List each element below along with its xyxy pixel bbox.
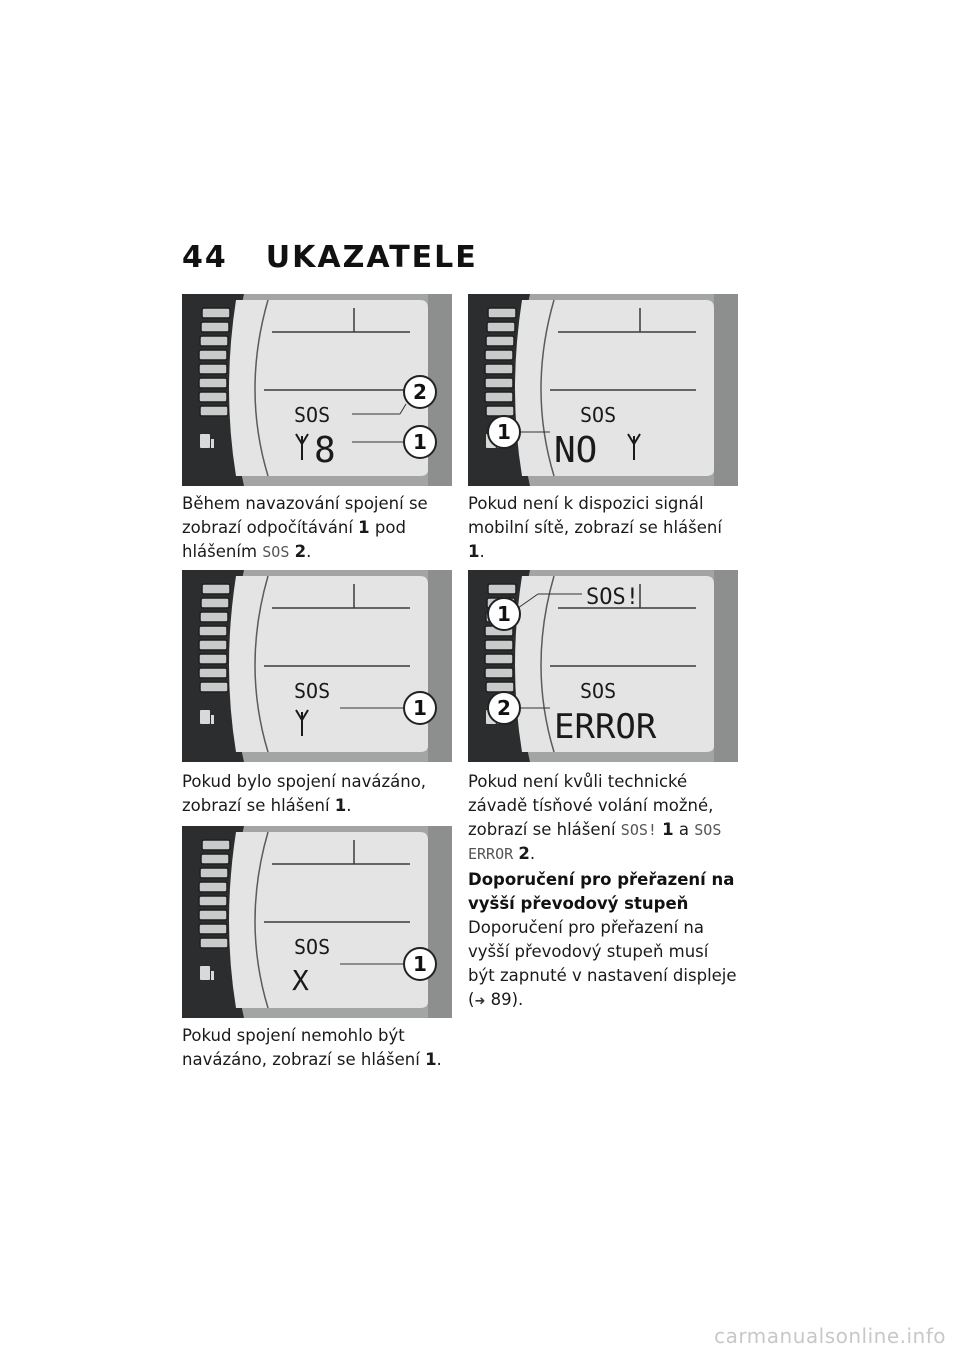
lcd-figure-countdown — [182, 294, 452, 486]
page-header — [182, 240, 478, 275]
section-heading: Doporučení pro přeřazení na vyšší převodový stupeň — [468, 870, 735, 913]
lcd-sos-warning: SOS! — [586, 585, 639, 610]
lcd-countdown-value: 8 — [314, 430, 336, 471]
page-title: UKAZATELE — [265, 240, 478, 275]
callout-1: 1 — [413, 696, 427, 720]
section-body: Doporučení pro přeřazení na vyšší převodový stupeň musí být zapnuté v nastavení displeje (➜ 89). — [468, 916, 740, 1014]
caption-connected: Pokud bylo spojení navázáno, zobrazí se hlášení 1. — [182, 772, 427, 815]
lcd-sos-label: SOS — [294, 403, 331, 427]
page-ref-link[interactable]: 89 — [490, 990, 512, 1009]
callout-1: 1 — [413, 952, 427, 976]
callout-1: 1 — [497, 420, 511, 444]
lcd-sos-label: SOS — [580, 679, 617, 703]
lcd-sos-label: SOS — [294, 935, 331, 959]
callout-1: 1 — [497, 602, 511, 626]
lcd-figure-failed — [182, 826, 452, 1018]
callout-1: 1 — [413, 430, 427, 454]
lcd-sos-label: SOS — [294, 679, 331, 703]
lcd-figure-connected — [182, 570, 452, 762]
lcd-x-label: X — [292, 964, 309, 997]
page-ref-arrow-icon: ➜ — [474, 994, 486, 1009]
lcd-error-label: ERROR — [554, 707, 657, 747]
caption-no-signal: Pokud není k dispozici signál mobilní sítě, zobrazí se hlášení 1. — [468, 494, 722, 561]
watermark: carmanualsonline.info — [714, 1324, 946, 1348]
lcd-no-label: NO — [554, 430, 598, 471]
page-number: 44 — [182, 240, 228, 275]
caption-countdown: Během navazování spojení se zobrazí odpočítávání 1 pod hlášením SOS 2. — [182, 494, 428, 561]
callout-2: 2 — [497, 696, 511, 720]
lcd-figure-error — [468, 570, 738, 762]
callout-2: 2 — [413, 380, 427, 404]
lcd-figure-no-signal — [468, 294, 738, 486]
caption-error: Pokud není kvůli technické závadě tísňové volání možné, zobrazí se hlášení SOS! 1 a SOS ERROR 2. — [468, 772, 722, 863]
caption-failed: Pokud spojení nemohlo být navázáno, zobrazí se hlášení 1. — [182, 1026, 442, 1069]
lcd-sos-label: SOS — [580, 403, 617, 427]
